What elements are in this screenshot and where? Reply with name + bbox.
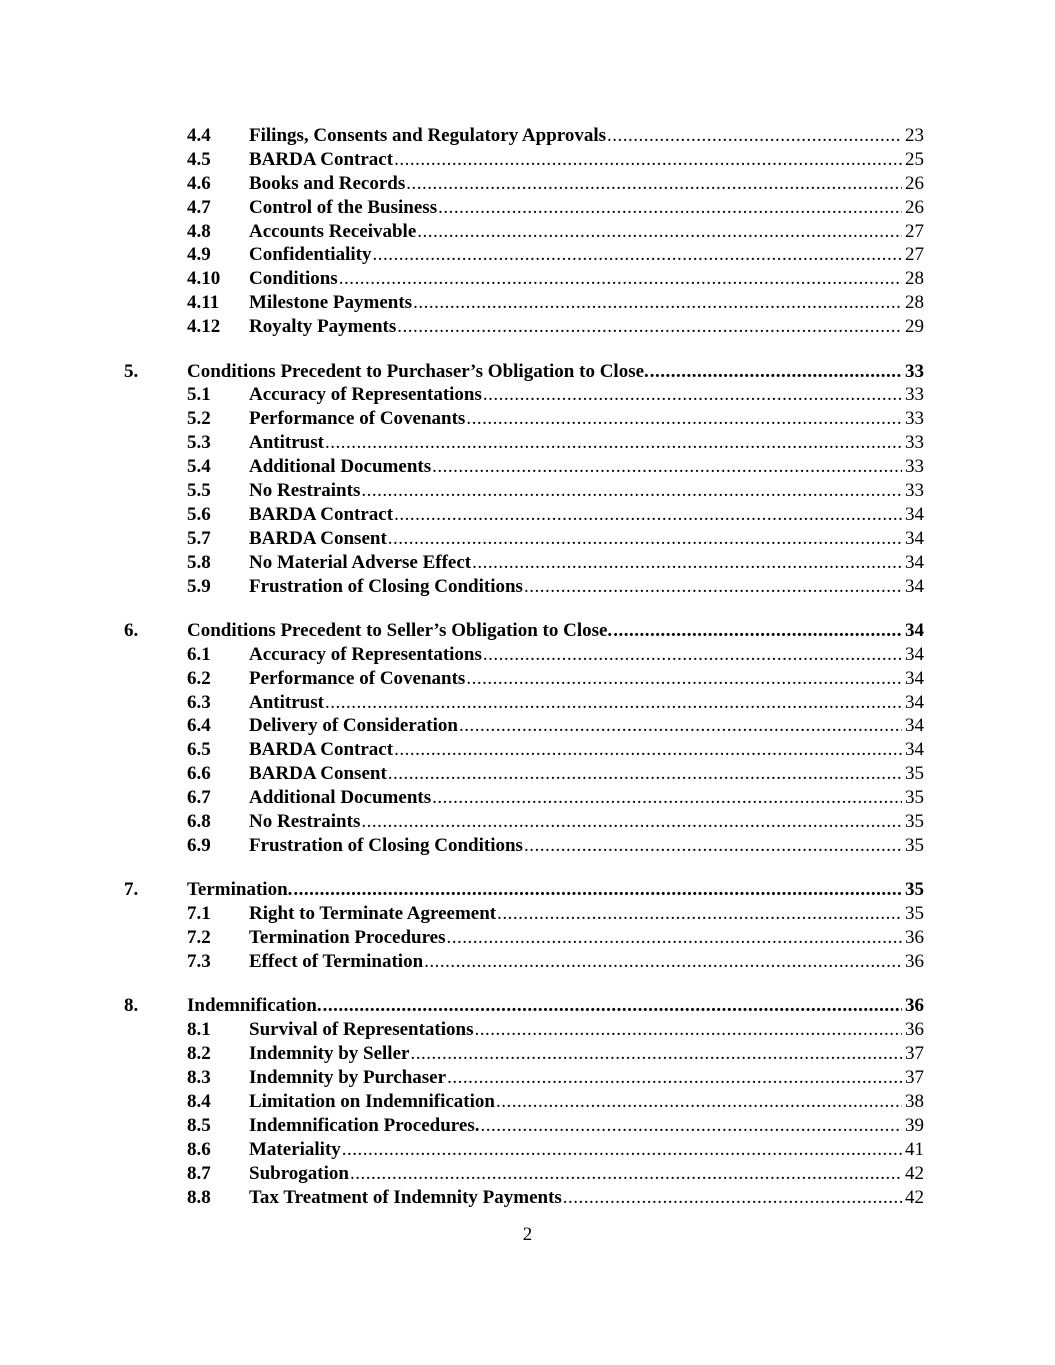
toc-subsection-entry bbox=[124, 926, 924, 950]
dot-leader bbox=[361, 479, 902, 503]
dot-leader bbox=[410, 1042, 902, 1066]
toc-entry-page: 27 bbox=[905, 244, 924, 266]
toc-entry-title: BARDA Contract bbox=[249, 503, 394, 525]
dot-leader bbox=[325, 691, 902, 715]
toc-entry-title: Termination. bbox=[187, 879, 293, 901]
toc-entry-page: 36 bbox=[905, 1019, 924, 1041]
dot-leader bbox=[342, 1138, 902, 1162]
toc-entry-title: Books and Records bbox=[249, 172, 406, 194]
toc-subsection-entry bbox=[124, 196, 924, 220]
toc-entry-line bbox=[249, 431, 924, 455]
dot-leader bbox=[447, 926, 902, 950]
toc-entry-title: Termination Procedures bbox=[249, 927, 446, 949]
toc-entry-page: 33 bbox=[905, 360, 924, 382]
toc-entry-number: 5.2 bbox=[187, 408, 211, 430]
toc-entry-line bbox=[249, 950, 924, 974]
toc-subsection-entry bbox=[124, 1018, 924, 1042]
dot-leader bbox=[432, 455, 902, 479]
toc-entry-title: Frustration of Closing Conditions bbox=[249, 575, 523, 597]
toc-subsection-entry bbox=[124, 1090, 924, 1114]
toc-entry-page: 33 bbox=[905, 456, 924, 478]
toc-subsection-entry bbox=[124, 243, 924, 267]
toc-subsection-entry bbox=[124, 431, 924, 455]
toc-section-entry bbox=[124, 994, 924, 1018]
toc-subsection-entry bbox=[124, 643, 924, 667]
toc-entry-line bbox=[249, 1114, 924, 1138]
toc-entry-title: Frustration of Closing Conditions bbox=[249, 834, 523, 856]
toc-entry-page: 29 bbox=[905, 316, 924, 338]
toc-entry-line bbox=[249, 643, 924, 667]
toc-entry-line bbox=[249, 455, 924, 479]
toc-entry-line bbox=[187, 994, 924, 1018]
toc-section-entry bbox=[124, 878, 924, 902]
toc-entry-page: 42 bbox=[905, 1186, 924, 1208]
toc-entry-line bbox=[249, 714, 924, 738]
dot-leader bbox=[293, 878, 902, 902]
toc-section-entry bbox=[124, 619, 924, 643]
toc-entry-page: 34 bbox=[905, 527, 924, 549]
toc-section-entry bbox=[124, 360, 924, 384]
toc-entry-line bbox=[249, 902, 924, 926]
toc-entry-title: Effect of Termination bbox=[249, 951, 424, 972]
toc-entry-title: Accuracy of Representations bbox=[249, 384, 482, 406]
toc-entry-number: 4.9 bbox=[187, 244, 211, 266]
dot-leader bbox=[388, 527, 902, 551]
toc-entry-page: 34 bbox=[905, 739, 924, 761]
toc-entry-line bbox=[187, 619, 924, 643]
dot-leader bbox=[406, 172, 902, 196]
toc-entry-title: BARDA Consent bbox=[249, 763, 387, 785]
toc-entry-line bbox=[249, 383, 924, 407]
toc-entry-title: Control of the Business bbox=[249, 196, 438, 218]
toc-entry-page: 35 bbox=[905, 811, 924, 833]
toc-entry-line bbox=[249, 1066, 924, 1090]
toc-entry-title: Materiality bbox=[249, 1138, 341, 1160]
toc-subsection-entry bbox=[124, 810, 924, 834]
toc-entry-number: 6.1 bbox=[187, 643, 211, 665]
toc-subsection-entry bbox=[124, 691, 924, 715]
toc-entry-number: 8.4 bbox=[187, 1090, 211, 1112]
toc-entry-number: 4.12 bbox=[187, 316, 221, 338]
toc-entry-line bbox=[187, 878, 924, 902]
dot-leader bbox=[325, 431, 902, 455]
toc-subsection-entry bbox=[124, 834, 924, 858]
toc-entry-line bbox=[249, 243, 924, 267]
dot-leader bbox=[413, 291, 902, 315]
toc-entry-title: Limitation on Indemnification bbox=[249, 1090, 495, 1112]
dot-leader bbox=[613, 619, 902, 643]
toc-entry-page: 34 bbox=[905, 575, 924, 597]
toc-entry-line bbox=[249, 575, 924, 599]
toc-entry-line bbox=[249, 315, 924, 339]
toc-entry-number: 8.1 bbox=[187, 1019, 211, 1041]
toc-entry-line bbox=[249, 479, 924, 503]
toc-entry-number: 5.1 bbox=[187, 384, 211, 406]
toc-subsection-entry bbox=[124, 220, 924, 244]
toc-entry-page: 42 bbox=[905, 1162, 924, 1184]
toc-entry-page: 39 bbox=[905, 1114, 924, 1136]
toc-entry-number: 8.3 bbox=[187, 1067, 211, 1089]
toc-subsection-entry bbox=[124, 762, 924, 786]
toc-subsection-entry bbox=[124, 315, 924, 339]
toc-entry-line bbox=[249, 810, 924, 834]
toc-entry-page: 34 bbox=[905, 643, 924, 665]
toc-entry-title: Subrogation bbox=[249, 1162, 349, 1184]
dot-leader bbox=[459, 714, 902, 738]
dot-leader bbox=[607, 124, 902, 148]
toc-subsection-entry bbox=[124, 551, 924, 575]
toc-subsection-entry bbox=[124, 950, 924, 974]
toc-subsection-entry bbox=[124, 1138, 924, 1162]
toc-entry-number: 5. bbox=[124, 360, 139, 382]
toc-entry-page: 34 bbox=[905, 667, 924, 689]
toc-subsection-entry bbox=[124, 172, 924, 196]
toc-subsection-entry bbox=[124, 1162, 924, 1186]
toc-entry-line bbox=[249, 124, 924, 148]
toc-entry-title: Indemnity by Seller bbox=[249, 1043, 410, 1065]
toc-entry-number: 5.9 bbox=[187, 575, 211, 597]
toc-entry-line bbox=[249, 762, 924, 786]
dot-leader bbox=[372, 243, 902, 267]
toc-entry-number: 4.5 bbox=[187, 148, 211, 170]
toc-entry-title: Milestone Payments bbox=[249, 292, 413, 314]
toc-entry-page: 37 bbox=[905, 1067, 924, 1089]
toc-entry-line bbox=[249, 172, 924, 196]
toc-entry-number: 5.3 bbox=[187, 432, 211, 454]
toc-entry-title: Survival of Representations bbox=[249, 1019, 474, 1041]
dot-leader bbox=[388, 762, 902, 786]
toc-entry-number: 7.1 bbox=[187, 903, 211, 925]
dot-leader bbox=[474, 1018, 902, 1042]
toc-entry-page: 35 bbox=[905, 834, 924, 856]
dot-leader bbox=[466, 407, 902, 431]
toc-entry-page: 34 bbox=[905, 551, 924, 573]
toc-subsection-entry bbox=[124, 124, 924, 148]
dot-leader bbox=[339, 267, 902, 291]
toc-entry-number: 6.9 bbox=[187, 834, 211, 856]
toc-entry-page: 27 bbox=[905, 220, 924, 242]
dot-leader bbox=[417, 220, 902, 244]
dot-leader bbox=[496, 1090, 902, 1114]
toc-entry-line bbox=[249, 691, 924, 715]
toc-subsection-entry bbox=[124, 455, 924, 479]
toc-entry-title: Additional Documents bbox=[249, 456, 432, 478]
toc-entry-line bbox=[249, 926, 924, 950]
toc-entry-page: 35 bbox=[905, 763, 924, 785]
dot-leader bbox=[483, 643, 902, 667]
toc-entry-line bbox=[187, 360, 924, 384]
toc-entry-number: 8.8 bbox=[187, 1186, 211, 1208]
toc-subsection-entry bbox=[124, 479, 924, 503]
toc-entry-number: 8.7 bbox=[187, 1162, 211, 1184]
toc-entry-page: 35 bbox=[905, 879, 924, 901]
dot-leader bbox=[466, 667, 902, 691]
toc-entry-page: 23 bbox=[905, 125, 924, 146]
dot-leader bbox=[424, 950, 902, 974]
toc-entry-line bbox=[249, 738, 924, 762]
toc-entry-line bbox=[249, 503, 924, 527]
toc-entry-title: Accuracy of Representations bbox=[249, 643, 482, 665]
toc-entry-title: Filings, Consents and Regulatory Approvals bbox=[249, 125, 607, 146]
dot-leader bbox=[447, 1066, 902, 1090]
toc-entry-line bbox=[249, 196, 924, 220]
toc-entry-title: Indemnification Procedures. bbox=[249, 1114, 480, 1136]
toc-subsection-entry bbox=[124, 575, 924, 599]
dot-leader bbox=[323, 994, 902, 1018]
toc-entry-page: 35 bbox=[905, 787, 924, 809]
toc-entry-page: 37 bbox=[905, 1043, 924, 1065]
toc-subsection-entry bbox=[124, 1042, 924, 1066]
dot-leader bbox=[483, 383, 902, 407]
toc-entry-line bbox=[249, 667, 924, 691]
toc-entry-title: Conditions bbox=[249, 268, 338, 290]
toc-entry-page: 33 bbox=[905, 408, 924, 430]
toc-subsection-entry bbox=[124, 714, 924, 738]
toc-subsection-entry bbox=[124, 1186, 924, 1210]
toc-entry-title: Performance of Covenants bbox=[249, 408, 466, 430]
toc-entry-line bbox=[249, 267, 924, 291]
toc-subsection-entry bbox=[124, 667, 924, 691]
toc-entry-number: 8. bbox=[124, 995, 139, 1017]
toc-entry-title: Indemnification. bbox=[187, 995, 322, 1017]
toc-entry-number: 4.10 bbox=[187, 268, 221, 290]
toc-entry-number: 7.2 bbox=[187, 927, 211, 949]
toc-entry-title: Conditions Precedent to Purchaser’s Obligation to Close. bbox=[187, 360, 649, 382]
toc-entry-number: 6.6 bbox=[187, 763, 211, 785]
dot-leader bbox=[397, 315, 902, 339]
toc-entry-title: Right to Terminate Agreement bbox=[249, 903, 497, 925]
toc-entry-page: 36 bbox=[905, 927, 924, 949]
toc-entry-line bbox=[249, 148, 924, 172]
toc-entry-page: 28 bbox=[905, 292, 924, 314]
toc-entry-number: 6.5 bbox=[187, 739, 211, 761]
dot-leader bbox=[650, 360, 902, 384]
toc-entry-line bbox=[249, 407, 924, 431]
toc-entry-number: 8.2 bbox=[187, 1043, 211, 1065]
dot-leader bbox=[480, 1114, 902, 1138]
toc-entry-line bbox=[249, 834, 924, 858]
dot-leader bbox=[394, 738, 902, 762]
toc-entry-title: Confidentiality bbox=[249, 244, 372, 266]
dot-leader bbox=[394, 503, 902, 527]
toc-entry-title: Additional Documents bbox=[249, 787, 432, 809]
toc-entry-line bbox=[249, 220, 924, 244]
toc-entry-title: BARDA Contract bbox=[249, 148, 394, 170]
toc-entry-title: Royalty Payments bbox=[249, 316, 397, 338]
dot-leader bbox=[394, 148, 902, 172]
page-number: 2 bbox=[522, 1224, 533, 1245]
toc-entry-page: 36 bbox=[905, 995, 924, 1017]
dot-leader bbox=[361, 810, 902, 834]
dot-leader bbox=[438, 196, 902, 220]
toc-subsection-entry bbox=[124, 1114, 924, 1138]
toc-entry-title: Delivery of Consideration bbox=[249, 715, 458, 737]
toc-entry-line bbox=[249, 786, 924, 810]
toc-entry-number: 5.7 bbox=[187, 527, 211, 549]
toc-entry-number: 5.4 bbox=[187, 456, 211, 478]
toc-entry-page: 26 bbox=[905, 172, 924, 194]
toc-entry-line bbox=[249, 1018, 924, 1042]
toc-entry-page: 28 bbox=[905, 268, 924, 290]
toc-subsection-entry bbox=[124, 738, 924, 762]
toc-entry-number: 4.7 bbox=[187, 196, 211, 218]
toc-entry-title: No Material Adverse Effect bbox=[249, 551, 472, 573]
toc-subsection-entry bbox=[124, 148, 924, 172]
toc-subsection-entry bbox=[124, 267, 924, 291]
toc-entry-number: 5.8 bbox=[187, 551, 211, 573]
toc-entry-number: 6.4 bbox=[187, 715, 211, 737]
toc-entry-title: No Restraints bbox=[249, 479, 361, 501]
toc-subsection-entry bbox=[124, 407, 924, 431]
toc-entry-line bbox=[249, 527, 924, 551]
dot-leader bbox=[524, 834, 902, 858]
toc-entry-title: Antitrust bbox=[249, 432, 324, 454]
toc-entry-number: 4.6 bbox=[187, 172, 211, 194]
toc-entry-title: No Restraints bbox=[249, 811, 361, 833]
dot-leader bbox=[350, 1162, 902, 1186]
toc-entry-number: 6.8 bbox=[187, 811, 211, 833]
toc-subsection-entry bbox=[124, 527, 924, 551]
toc-entry-title: Antitrust bbox=[249, 691, 324, 713]
toc-entry-title: BARDA Consent bbox=[249, 527, 387, 549]
toc-entry-page: 26 bbox=[905, 196, 924, 218]
toc-entry-title: Tax Treatment of Indemnity Payments bbox=[249, 1186, 562, 1208]
toc-entry-line bbox=[249, 1162, 924, 1186]
toc-entry-page: 33 bbox=[905, 384, 924, 406]
dot-leader bbox=[497, 902, 902, 926]
toc-entry-number: 5.6 bbox=[187, 503, 211, 525]
toc-entry-page: 41 bbox=[905, 1138, 924, 1160]
dot-leader bbox=[524, 575, 902, 599]
table-of-contents bbox=[124, 124, 924, 1209]
toc-entry-number: 6. bbox=[124, 619, 139, 641]
toc-entry-page: 38 bbox=[905, 1090, 924, 1112]
toc-subsection-entry bbox=[124, 902, 924, 926]
toc-entry-number: 7. bbox=[124, 879, 139, 901]
toc-entry-page: 35 bbox=[905, 903, 924, 925]
toc-entry-page: 34 bbox=[905, 691, 924, 713]
toc-subsection-entry bbox=[124, 383, 924, 407]
toc-entry-page: 34 bbox=[905, 619, 924, 641]
toc-entry-number: 6.2 bbox=[187, 667, 211, 689]
toc-entry-line bbox=[249, 1090, 924, 1114]
toc-entry-number: 6.7 bbox=[187, 787, 211, 809]
toc-entry-page: 34 bbox=[905, 715, 924, 737]
toc-entry-number: 5.5 bbox=[187, 479, 211, 501]
toc-entry-number: 8.5 bbox=[187, 1114, 211, 1136]
toc-entry-page: 34 bbox=[905, 503, 924, 525]
toc-entry-title: BARDA Contract bbox=[249, 739, 394, 761]
toc-entry-title: Accounts Receivable bbox=[249, 220, 417, 242]
toc-entry-page: 33 bbox=[905, 432, 924, 454]
toc-entry-number: 7.3 bbox=[187, 951, 211, 972]
toc-entry-page: 36 bbox=[905, 951, 924, 972]
dot-leader bbox=[432, 786, 902, 810]
toc-entry-title: Conditions Precedent to Seller’s Obligation to Close. bbox=[187, 619, 613, 641]
toc-entry-line bbox=[249, 291, 924, 315]
toc-entry-title: Performance of Covenants bbox=[249, 667, 466, 689]
toc-entry-line bbox=[249, 551, 924, 575]
toc-entry-number: 8.6 bbox=[187, 1138, 211, 1160]
toc-entry-line bbox=[249, 1138, 924, 1162]
toc-entry-number: 4.11 bbox=[187, 292, 220, 314]
dot-leader bbox=[472, 551, 902, 575]
toc-entry-page: 33 bbox=[905, 479, 924, 501]
toc-entry-line bbox=[249, 1042, 924, 1066]
toc-entry-page: 25 bbox=[905, 148, 924, 170]
toc-entry-title: Indemnity by Purchaser bbox=[249, 1067, 447, 1089]
toc-subsection-entry bbox=[124, 786, 924, 810]
toc-subsection-entry bbox=[124, 291, 924, 315]
toc-subsection-entry bbox=[124, 503, 924, 527]
toc-entry-number: 4.4 bbox=[187, 125, 211, 146]
toc-entry-number: 6.3 bbox=[187, 691, 211, 713]
toc-entry-number: 4.8 bbox=[187, 220, 211, 242]
toc-entry-line bbox=[249, 1186, 924, 1210]
dot-leader bbox=[563, 1186, 902, 1210]
toc-subsection-entry bbox=[124, 1066, 924, 1090]
